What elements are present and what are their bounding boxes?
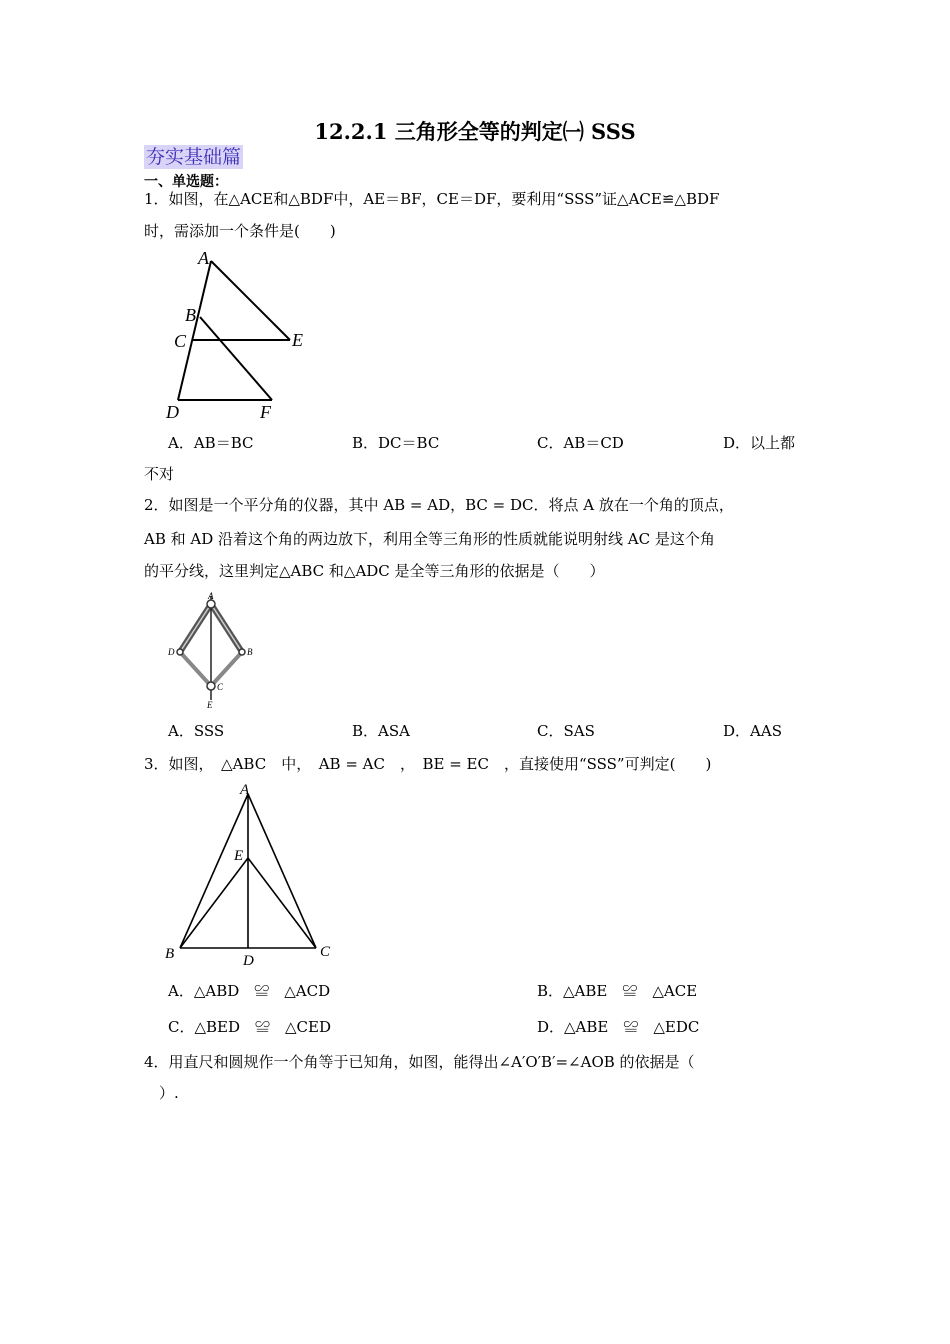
q1-option-b: B．DC＝BC	[352, 434, 440, 452]
q1-label-f: F	[260, 402, 271, 422]
page-title: 12.2.1 三角形全等的判定㈠ SSS	[314, 119, 636, 144]
q4-line2: ）.	[144, 1084, 179, 1102]
q1-line1: 1．如图，在△ACE和△BDF中，AE＝BF，CE＝DF，要利用“SSS”证△ACE≌△BDF	[144, 190, 720, 208]
q3-label-d: D	[243, 953, 254, 969]
q1-label-d: D	[166, 402, 179, 422]
q2-label-e: E	[207, 700, 213, 710]
q2-option-c: C．SAS	[537, 722, 595, 740]
q3-option-a: A．△ABD ≌ △ACD	[168, 982, 331, 1000]
q1-option-d-wrap: 不对	[144, 465, 175, 483]
q1-label-b: B	[185, 305, 196, 325]
q2-option-d: D．AAS	[723, 722, 782, 740]
q2-option-b: B．ASA	[352, 722, 410, 740]
q1-label-c: C	[174, 331, 187, 351]
q1-line-ae	[211, 261, 290, 340]
q3-label-c: C	[320, 944, 331, 960]
section-tag: 夯实基础篇	[146, 146, 242, 168]
q1-figure	[160, 250, 320, 425]
q2-line2: AB 和 AD 沿着这个角的两边放下，利用全等三角形的性质就能说明射线 AC 是这个角	[144, 530, 715, 548]
q4-line1: 4．用直尺和圆规作一个角等于已知角，如图，能得出∠A′O′B′=∠AOB 的依据是（	[144, 1053, 695, 1071]
q2-label-c: C	[217, 682, 224, 692]
q1-line-bf	[200, 317, 272, 400]
q3-label-b: B	[165, 946, 175, 962]
q2-label-b: B	[247, 647, 253, 657]
subsection-heading: 一、单选题：	[144, 174, 228, 190]
q1-line2: 时，需添加一个条件是( )	[144, 222, 336, 240]
q3-option-b: B．△ABE ≌ △ACE	[537, 982, 698, 1000]
q1-option-a: A．AB＝BC	[168, 434, 254, 452]
q2-line1: 2．如图是一个平分角的仪器，其中 AB = AD，BC = DC．将点 A 放在一个角的顶点，	[144, 496, 734, 514]
q3-option-c: C．△BED ≌ △CED	[168, 1018, 332, 1036]
q2-label-d: D	[168, 647, 175, 657]
q1-option-d: D．以上都	[723, 434, 796, 452]
q2-option-a: A．SSS	[168, 722, 225, 740]
q3-label-e: E	[234, 848, 244, 864]
q3-line1: 3．如图， △ABC 中， AB = AC ， BE = EC ，直接使用“SSS”可判定( )	[144, 755, 712, 773]
q2-line3: 的平分线，这里判定△ABC 和△ADC 是全等三角形的依据是（ ）	[144, 562, 605, 580]
q3-option-d: D．△ABE ≌ △EDC	[537, 1018, 700, 1036]
q1-label-e: E	[292, 330, 303, 350]
q3-label-a: A	[240, 782, 250, 798]
q3-figure	[160, 780, 340, 970]
q2-label-a: A	[208, 591, 214, 601]
q2-figure	[164, 590, 264, 710]
q1-label-a: A	[198, 250, 209, 268]
q1-option-c: C．AB＝CD	[537, 434, 624, 452]
